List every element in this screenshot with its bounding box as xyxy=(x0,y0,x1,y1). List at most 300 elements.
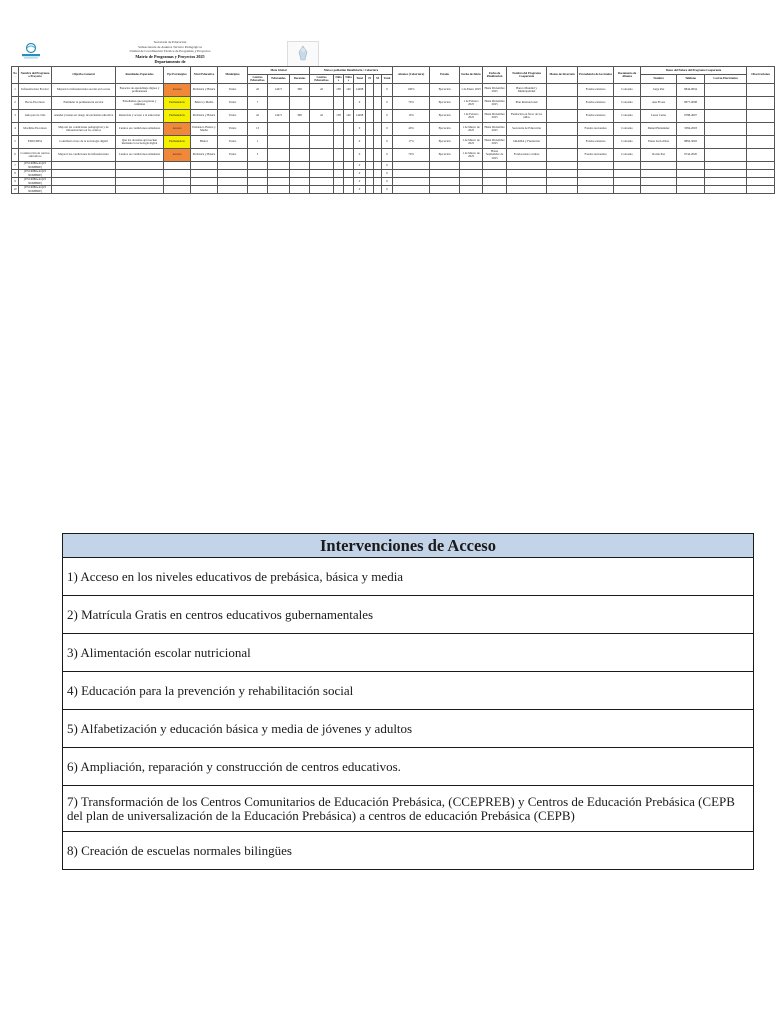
header-line-1: Secretaría de Educación xyxy=(153,40,187,44)
cell-mail xyxy=(705,170,747,178)
cell-name: Infraestructura Escolar xyxy=(19,84,52,97)
col-header-teachers: Docentes xyxy=(290,75,310,84)
cell-edu xyxy=(268,178,290,186)
cell-no: 9 xyxy=(12,178,19,186)
cell-edu xyxy=(268,136,290,149)
cell-no: 1 xyxy=(12,84,19,97)
cell-tot: 0 xyxy=(354,149,366,162)
table-row xyxy=(12,178,775,186)
cell-ni xyxy=(334,186,344,194)
cell-doc xyxy=(290,162,310,170)
col-header-funds-origin: Procedencia de los fondos xyxy=(578,67,614,84)
cell-edu xyxy=(268,97,290,110)
table-header-row-1 xyxy=(12,67,775,75)
cell-result: Espacios de aprendizaje dignos y permanentes xyxy=(116,84,164,97)
cell-ce2 xyxy=(310,149,334,162)
cell-tot: 0 xyxy=(354,97,366,110)
cell-edu xyxy=(268,170,290,178)
col-header-coverage: Alcance (Cobertura) xyxy=(393,67,430,84)
col-header-status: Estado xyxy=(430,67,460,84)
cell-objective xyxy=(52,170,116,178)
cell-ini xyxy=(460,162,483,170)
cell-ni xyxy=(334,149,344,162)
cell-doc xyxy=(290,123,310,136)
cell-fin xyxy=(483,178,507,186)
cell-no: 3 xyxy=(12,110,19,123)
cell-na: 140 xyxy=(344,110,354,123)
interventions-title-row xyxy=(63,534,754,558)
cell-alc: 100% xyxy=(393,84,430,97)
cell-doc: 398 xyxy=(290,84,310,97)
cell-enlace xyxy=(641,178,677,186)
cell-nivel: Prebásica, Básica y Media xyxy=(191,123,218,136)
cell-name: (ESCRIBA AQUÍ NOMBRE) xyxy=(19,170,52,178)
cell-monto xyxy=(547,123,578,136)
cell-fin xyxy=(483,186,507,194)
cell-coop xyxy=(507,178,547,186)
intervention-row xyxy=(63,672,754,710)
cell-h xyxy=(366,170,374,178)
cell-mun xyxy=(218,162,248,170)
cell-doc-al: Convenio xyxy=(614,84,641,97)
cell-tel: 9884-3002 xyxy=(677,136,705,149)
cell-estado: Ejecución xyxy=(430,123,460,136)
cell-alc xyxy=(393,162,430,170)
cell-ni xyxy=(334,178,344,186)
cell-ce2 xyxy=(310,170,334,178)
access-interventions-table xyxy=(62,533,754,870)
col-header-liaison-email: Correo Electrónico xyxy=(705,75,747,84)
cell-edu xyxy=(268,186,290,194)
cell-mun: Varios xyxy=(218,149,248,162)
col-header-m: M xyxy=(374,75,382,84)
cell-doc-al: Convenio xyxy=(614,97,641,110)
cell-obs xyxy=(747,123,775,136)
cell-monto xyxy=(547,97,578,110)
table-row xyxy=(12,97,775,110)
cell-edu xyxy=(268,123,290,136)
cell-mun xyxy=(218,178,248,186)
table-row xyxy=(12,136,775,149)
cell-h xyxy=(366,136,374,149)
cell-na xyxy=(344,186,354,194)
cell-enlace xyxy=(641,186,677,194)
col-header-investment: Monto de Inversión xyxy=(547,67,578,84)
cell-na xyxy=(344,178,354,186)
cell-enlace: Jorge Paz xyxy=(641,84,677,97)
table-row xyxy=(12,186,775,194)
cell-no: 7 xyxy=(12,162,19,170)
cell-eje: Permanencia xyxy=(164,110,191,123)
cell-proc xyxy=(578,186,614,194)
cell-doc-al xyxy=(614,186,641,194)
intervention-item: 6) Ampliación, reparación y construcción de centros educativos. xyxy=(63,748,754,786)
cell-tot: 0 xyxy=(354,123,366,136)
cell-proc: Fondos externos xyxy=(578,110,614,123)
cell-tel: 9877-0008 xyxy=(677,97,705,110)
cell-h xyxy=(366,162,374,170)
cell-tel xyxy=(677,170,705,178)
cell-ni xyxy=(334,136,344,149)
cell-tot2: 0 xyxy=(382,110,393,123)
cell-mail xyxy=(705,84,747,97)
cell-nivel: Prebásica y Básica xyxy=(191,149,218,162)
cell-proc xyxy=(578,162,614,170)
cell-obs xyxy=(747,110,775,123)
cell-coop: Banco Mundial y Municipalidad xyxy=(507,84,547,97)
cell-doc xyxy=(290,170,310,178)
cell-mun: Varios xyxy=(218,84,248,97)
intervention-item: 4) Educación para la prevención y rehabilitación social xyxy=(63,672,754,710)
cell-eje xyxy=(164,162,191,170)
interventions-title: Intervenciones de Acceso xyxy=(63,534,754,558)
cell-na: 140 xyxy=(344,84,354,97)
cell-m xyxy=(374,110,382,123)
cell-proc xyxy=(578,178,614,186)
cell-ce xyxy=(248,186,268,194)
group-header-meta-global: Meta Global xyxy=(248,67,310,75)
cell-ce2 xyxy=(310,123,334,136)
cell-nivel: Prebásica y Básica xyxy=(191,110,218,123)
cell-h xyxy=(366,110,374,123)
cell-proc: Fondos externos xyxy=(578,97,614,110)
table-row xyxy=(12,162,775,170)
cell-name: Construcción de centros educativos xyxy=(19,149,52,162)
header-line-2: Subsecretaría de Asuntos Técnico Pedagógicos xyxy=(138,44,202,49)
cell-result xyxy=(116,186,164,194)
cell-ce2 xyxy=(310,97,334,110)
cell-name: EDUCREA xyxy=(19,136,52,149)
col-header-cooperant: Nombre del Programa Cooperante xyxy=(507,67,547,84)
cell-no: 4 xyxy=(12,123,19,136)
cell-obs xyxy=(747,136,775,149)
cell-doc-al: Convenio xyxy=(614,123,641,136)
cell-nivel xyxy=(191,162,218,170)
cell-m xyxy=(374,186,382,194)
cell-ini: 1 de Febrero 2025 xyxy=(460,110,483,123)
cell-monto xyxy=(547,84,578,97)
cell-name: (ESCRIBA AQUÍ NOMBRE) xyxy=(19,186,52,194)
cell-mun: Varios xyxy=(218,123,248,136)
cell-nivel: Básica xyxy=(191,136,218,149)
cell-ce2 xyxy=(310,186,334,194)
cell-estado: Ejecución xyxy=(430,136,460,149)
cell-coop xyxy=(507,186,547,194)
cell-monto xyxy=(547,149,578,162)
cell-name: (ESCRIBA AQUÍ NOMBRE) xyxy=(19,178,52,186)
cell-enlace: Laura Cerna xyxy=(641,110,677,123)
cell-doc-al: Convenio xyxy=(614,110,641,123)
cell-nivel xyxy=(191,170,218,178)
cell-ce: 5 xyxy=(248,149,268,162)
cell-fin: Hasta Septiembre de 2025 xyxy=(483,149,507,162)
cell-estado xyxy=(430,162,460,170)
cell-estado: Ejecución xyxy=(430,84,460,97)
cell-objective: Mejorar la infraestructura escolar en la zona xyxy=(52,84,116,97)
ucttpp-logo xyxy=(20,42,42,60)
cell-fin: Hasta Diciembre 2025 xyxy=(483,84,507,97)
group-header-liaison: Datos del Enlace del Programa Cooperante xyxy=(641,67,747,75)
col-header-total: Total xyxy=(354,75,366,84)
cell-ni: 138 xyxy=(334,110,344,123)
cell-name: Becas Escolares xyxy=(19,97,52,110)
cell-proc: Fondos nacionales xyxy=(578,149,614,162)
cell-eje: Acceso xyxy=(164,149,191,162)
cell-tot2: 0 xyxy=(382,136,393,149)
cell-result xyxy=(116,162,164,170)
cell-doc-al: Convenio xyxy=(614,149,641,162)
cell-objective: Atender jóvenes en riesgo de exclusión educativa xyxy=(52,110,116,123)
cell-ini: 1 de Marzo de 2025 xyxy=(460,123,483,136)
cell-tot: 0 xyxy=(354,162,366,170)
cell-alc xyxy=(393,178,430,186)
cell-mail xyxy=(705,149,747,162)
cell-alc: 40% xyxy=(393,123,430,136)
cell-alc xyxy=(393,170,430,178)
cell-tel xyxy=(677,186,705,194)
cell-tot2: 0 xyxy=(382,123,393,136)
cell-doc: 398 xyxy=(290,110,310,123)
intervention-row xyxy=(63,596,754,634)
cell-ce: 1 xyxy=(248,136,268,149)
cell-ini xyxy=(460,178,483,186)
cell-m xyxy=(374,136,382,149)
cell-enlace xyxy=(641,162,677,170)
intervention-item: 7) Transformación de los Centros Comunitarios de Educación Prebásica, (CCEPREB) y Centros de Educación Prebásica (CEPB del plan de universalización de la Educación Prebásica) a centros de educación Prebásica (CEPB) xyxy=(63,786,754,832)
cell-ce: 7 xyxy=(248,97,268,110)
intervention-item: 8) Creación de escuelas normales bilingües xyxy=(63,832,754,870)
cell-objective xyxy=(52,162,116,170)
cell-result: Estudiantes que progresan y culminan xyxy=(116,97,164,110)
cell-mail xyxy=(705,186,747,194)
cell-eje: Acceso xyxy=(164,84,191,97)
cell-na xyxy=(344,162,354,170)
programs-matrix-table xyxy=(11,66,775,194)
cell-tot: 0 xyxy=(354,186,366,194)
cell-mun xyxy=(218,170,248,178)
cell-m xyxy=(374,178,382,186)
cell-alc xyxy=(393,186,430,194)
cell-enlace xyxy=(641,170,677,178)
cell-obs xyxy=(747,186,775,194)
cell-h xyxy=(366,178,374,186)
cell-obs xyxy=(747,84,775,97)
intervention-row xyxy=(63,786,754,832)
cell-coop: Fundación en favor de los niños xyxy=(507,110,547,123)
cell-nivel xyxy=(191,186,218,194)
cell-enlace: Rosita Paz xyxy=(641,149,677,162)
cell-alc: 70% xyxy=(393,97,430,110)
table-row xyxy=(12,84,775,97)
cell-doc-al xyxy=(614,170,641,178)
cell-mun: Varios xyxy=(218,110,248,123)
cell-coop xyxy=(507,162,547,170)
cell-tot: 14498 xyxy=(354,110,366,123)
cell-na xyxy=(344,149,354,162)
col-header-centers-2: Centros Educativos xyxy=(310,75,334,84)
cell-h xyxy=(366,97,374,110)
cell-monto xyxy=(547,110,578,123)
cell-doc xyxy=(290,136,310,149)
cell-monto xyxy=(547,162,578,170)
cell-monto xyxy=(547,136,578,149)
col-header-learners: Educandos xyxy=(268,75,290,84)
col-header-end-date: Fecha de Finalización xyxy=(483,67,507,84)
cell-doc xyxy=(290,97,310,110)
col-header-objective: Objetivo General xyxy=(52,67,116,84)
cell-objective: Estimular la permanencia escolar xyxy=(52,97,116,110)
cell-estado xyxy=(430,170,460,178)
col-header-h: H xyxy=(366,75,374,84)
cell-edu xyxy=(268,149,290,162)
cell-ini: 1 de Marzo de 2025 xyxy=(460,136,483,149)
cell-obs xyxy=(747,97,775,110)
cell-mail xyxy=(705,136,747,149)
cell-tot: 0 xyxy=(354,170,366,178)
cell-coop: Plan Internacional xyxy=(507,97,547,110)
intervention-row xyxy=(63,558,754,596)
cell-tot2: 0 xyxy=(382,178,393,186)
cell-estado: Ejecución xyxy=(430,149,460,162)
cell-eje: Acceso xyxy=(164,123,191,136)
col-header-liaison-name: Nombre xyxy=(641,75,677,84)
col-header-program-name: Nombre del Programa o Proyecto xyxy=(19,67,52,84)
col-header-centers: Centros Educativos xyxy=(248,75,268,84)
cell-na xyxy=(344,97,354,110)
cell-nivel xyxy=(191,178,218,186)
cell-ni xyxy=(334,162,344,170)
intervention-row xyxy=(63,748,754,786)
cell-proc: Fondos externos xyxy=(578,84,614,97)
cell-estado xyxy=(430,186,460,194)
cell-obs xyxy=(747,170,775,178)
col-header-observations: Observaciones xyxy=(747,67,775,84)
cell-ce2 xyxy=(310,136,334,149)
cell-ce: 42 xyxy=(248,110,268,123)
cell-tot2: 0 xyxy=(382,186,393,194)
cell-fin xyxy=(483,170,507,178)
cell-tot2: 0 xyxy=(382,97,393,110)
cell-edu xyxy=(268,162,290,170)
col-header-start-date: Fecha de Inicio xyxy=(460,67,483,84)
cell-no: 10 xyxy=(12,186,19,194)
cell-objective: Mejorar las condiciones pedagógicas y de infraestructura en los centros xyxy=(52,123,116,136)
cell-tel: 9744-2020 xyxy=(677,149,705,162)
cell-ini xyxy=(460,170,483,178)
cell-obs xyxy=(747,162,775,170)
intervention-item: 3) Alimentación escolar nutricional xyxy=(63,634,754,672)
table-row xyxy=(12,123,775,136)
cell-coop: Fondos hasta octubre xyxy=(507,149,547,162)
cell-result: Retención y acceso a la educación xyxy=(116,110,164,123)
cell-proc xyxy=(578,170,614,178)
cell-ce: 13 xyxy=(248,123,268,136)
table-row xyxy=(12,170,775,178)
cell-objective xyxy=(52,178,116,186)
cell-alc: 10% xyxy=(393,110,430,123)
cell-h xyxy=(366,149,374,162)
cell-mail xyxy=(705,178,747,186)
cell-tot: 14498 xyxy=(354,84,366,97)
cell-ce2 xyxy=(310,162,334,170)
cell-result: Centros en condiciones estándares xyxy=(116,149,164,162)
cell-monto xyxy=(547,186,578,194)
cell-ce2 xyxy=(310,178,334,186)
cell-tel: 9844-0634 xyxy=(677,84,705,97)
cell-no: 2 xyxy=(12,97,19,110)
document-header xyxy=(100,40,240,65)
cell-name: (ESCRIBA AQUÍ NOMBRE) xyxy=(19,162,52,170)
cell-ini: 1 de Enero 2025 xyxy=(460,84,483,97)
cell-coop: Secretaría de Educación xyxy=(507,123,547,136)
cell-tel: 9788-4607 xyxy=(677,110,705,123)
secretaria-seal-logo xyxy=(287,41,319,67)
cell-estado: Ejecución xyxy=(430,97,460,110)
cell-h xyxy=(366,186,374,194)
cell-obs xyxy=(747,178,775,186)
intervention-row xyxy=(63,634,754,672)
cell-tel: 3384-2003 xyxy=(677,123,705,136)
intervention-row xyxy=(63,710,754,748)
cell-monto xyxy=(547,170,578,178)
cell-objective xyxy=(52,186,116,194)
cell-tot: 0 xyxy=(354,178,366,186)
cell-obs xyxy=(747,149,775,162)
cell-proc: Fondos externos xyxy=(578,136,614,149)
cell-fin: Hasta Diciembre 2025 xyxy=(483,97,507,110)
cell-mail xyxy=(705,123,747,136)
cell-nivel: Básica y Media xyxy=(191,97,218,110)
group-header-population: Meta o población Beneficiaria / Cobertura xyxy=(310,67,393,75)
cell-result xyxy=(116,178,164,186)
cell-no: 8 xyxy=(12,170,19,178)
intervention-row xyxy=(63,832,754,870)
col-header-total-2: Total xyxy=(382,75,393,84)
cell-h xyxy=(366,84,374,97)
cell-ce xyxy=(248,162,268,170)
cell-monto xyxy=(547,178,578,186)
cell-doc-al xyxy=(614,162,641,170)
cell-fin xyxy=(483,162,507,170)
cell-no: 5 xyxy=(12,136,19,149)
cell-ini: 1 de Febrero 2025 xyxy=(460,97,483,110)
cell-edu: 14471 xyxy=(268,84,290,97)
cell-enlace: Daniel Hernández xyxy=(641,123,677,136)
cell-ce2: 42 xyxy=(310,110,334,123)
cell-ce xyxy=(248,170,268,178)
cell-tot2: 0 xyxy=(382,162,393,170)
table-row xyxy=(12,110,775,123)
cell-m xyxy=(374,123,382,136)
cell-result: Centros en condiciones estándares xyxy=(116,123,164,136)
cell-fin: Hasta Diciembre 2025 xyxy=(483,110,507,123)
cell-no: 6 xyxy=(12,149,19,162)
cell-doc-al xyxy=(614,178,641,186)
col-header-level: Nivel Educativo xyxy=(191,67,218,84)
cell-na xyxy=(344,136,354,149)
cell-eje xyxy=(164,170,191,178)
col-header-girls: Niñas xyxy=(345,74,352,82)
cell-eje xyxy=(164,186,191,194)
cell-alc: 17% xyxy=(393,136,430,149)
cell-coop xyxy=(507,170,547,178)
cell-eje: Permanencia xyxy=(164,136,191,149)
cell-edu: 14471 xyxy=(268,110,290,123)
matrix-title: Matriz de Programas y Proyectos 2025 xyxy=(135,53,205,59)
cell-tot: 0 xyxy=(354,136,366,149)
cell-ni: 138 xyxy=(334,84,344,97)
cell-tel xyxy=(677,162,705,170)
